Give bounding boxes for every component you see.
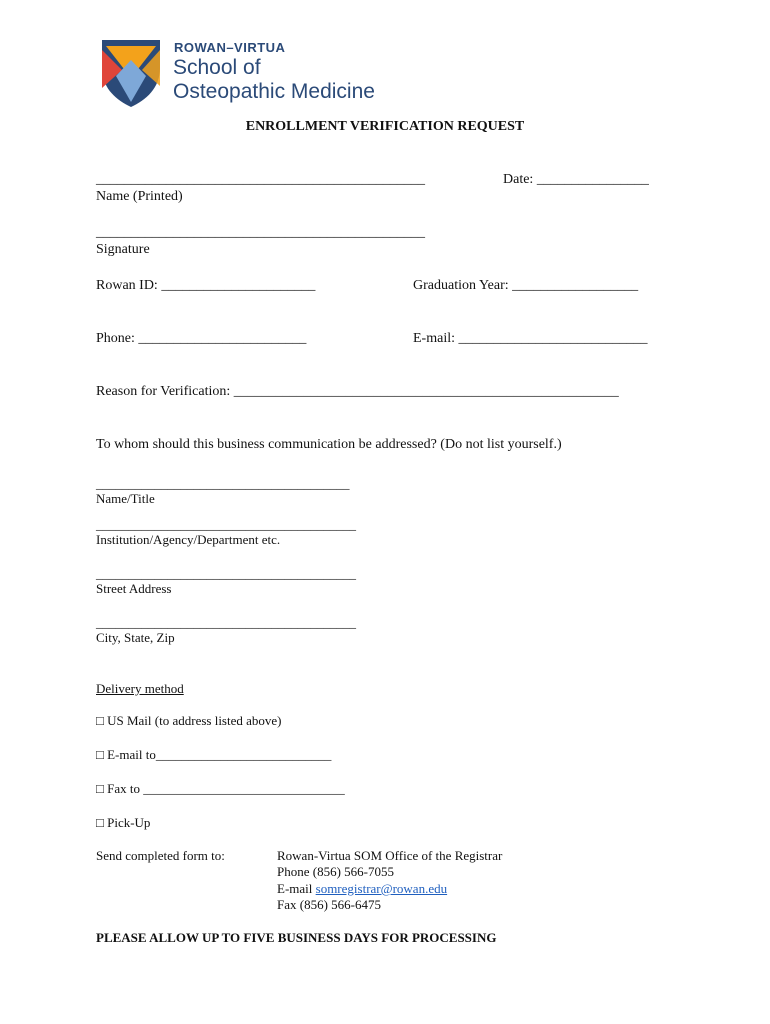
institution-field[interactable]: ________________________________________ <box>96 517 356 532</box>
delivery-option-us-mail[interactable]: □ US Mail (to address listed above) <box>96 713 282 728</box>
city-field[interactable]: ________________________________________ <box>96 615 356 630</box>
delivery-heading: Delivery method <box>96 681 184 696</box>
form-title: ENROLLMENT VERIFICATION REQUEST <box>245 119 525 134</box>
registrar-email-link[interactable]: somregistrar@rowan.edu <box>315 881 448 896</box>
date-field[interactable]: Date: ________________ <box>503 172 649 187</box>
street-label: Street Address <box>96 581 172 596</box>
institution-label: Institution/Agency/Department etc. <box>96 532 281 547</box>
registrar-fax: Fax (856) 566-6475 <box>277 897 381 912</box>
addressee-name-field[interactable]: _______________________________________ <box>96 476 350 491</box>
name-field[interactable]: _______________________________________________ <box>96 172 425 187</box>
school-logo <box>102 40 162 108</box>
signature-label: Signature <box>96 242 150 257</box>
signature-field[interactable]: _______________________________________________ <box>96 225 425 240</box>
delivery-option-fax[interactable]: □ Fax to _______________________________ <box>96 781 345 796</box>
email-field[interactable]: E-mail: ___________________________ <box>413 331 648 346</box>
delivery-option-pickup[interactable]: □ Pick-Up <box>96 815 151 830</box>
reason-field[interactable]: Reason for Verification: _______________________________________________________ <box>96 384 619 399</box>
logo-osteopathic-line: Osteopathic Medicine <box>173 80 375 103</box>
addressee-question: To whom should this business communication be addressed? (Do not list yourself.) <box>96 437 562 452</box>
registrar-phone: Phone (856) 566-7055 <box>277 864 394 879</box>
logo-school-line: School of <box>173 56 261 79</box>
registrar-office: Rowan-Virtua SOM Office of the Registrar <box>277 848 503 863</box>
delivery-option-email[interactable]: □ E-mail to___________________________ <box>96 747 332 762</box>
city-label: City, State, Zip <box>96 630 175 645</box>
street-field[interactable]: ________________________________________ <box>96 566 356 581</box>
addressee-name-label: Name/Title <box>96 491 155 506</box>
logo-brand-line: ROWAN–VIRTUA <box>174 40 286 55</box>
registrar-email <box>277 881 447 896</box>
processing-notice: PLEASE ALLOW UP TO FIVE BUSINESS DAYS FOR PROCESSING <box>96 930 497 945</box>
name-label: Name (Printed) <box>96 189 183 204</box>
rowan-id-field[interactable]: Rowan ID: ______________________ <box>96 278 316 293</box>
graduation-year-field[interactable]: Graduation Year: __________________ <box>413 278 639 293</box>
phone-field[interactable]: Phone: ________________________ <box>96 331 307 346</box>
send-label: Send completed form to: <box>96 848 225 863</box>
school-shield-icon <box>102 40 162 108</box>
registrar-email-prefix: E-mail <box>277 881 316 896</box>
